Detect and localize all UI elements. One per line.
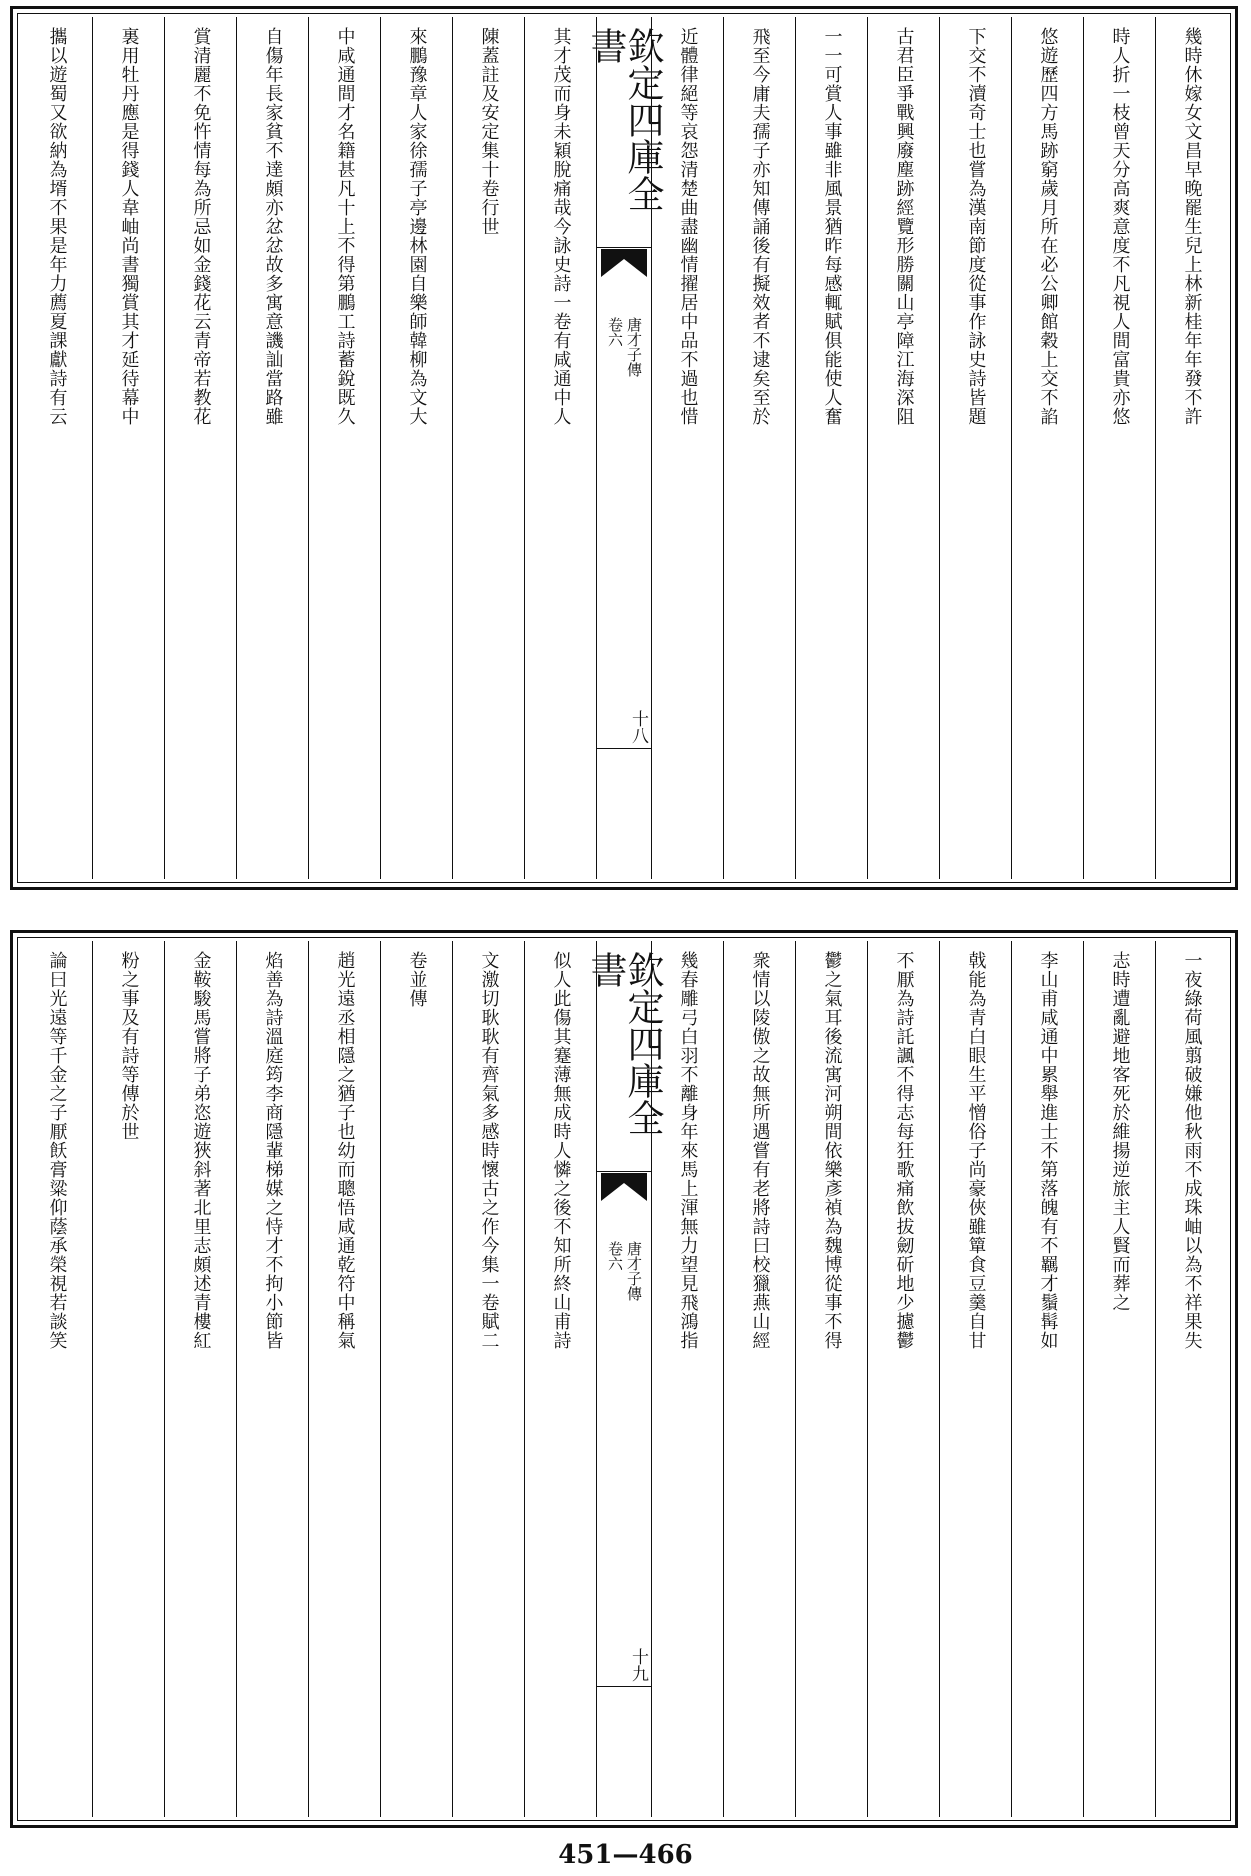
column-text: 幾時休嫁女文昌早晚罷生兒上林新桂年年發不許 (1181, 27, 1203, 426)
text-column (867, 17, 939, 879)
column-text: 幾春雕弓白羽不離身年來馬上渾無力望見飛鴻指 (677, 951, 699, 1350)
page-number: 十九 (597, 1648, 651, 1687)
text-column (524, 941, 596, 1817)
column-text: 趙光遠丞相隱之猶子也幼而聰悟咸通乾符中稱氣 (334, 951, 356, 1350)
column-text: 近體律絕等哀怨清楚曲盡幽情擢居中品不過也惜 (677, 27, 699, 426)
scan-page-reference: 451—466 (558, 1840, 693, 1870)
text-column (236, 941, 308, 1817)
text-column (21, 941, 92, 1817)
text-column (164, 941, 236, 1817)
column-text: 悠遊歷四方馬跡窮歲月所在必公卿館穀上交不諂 (1037, 27, 1059, 426)
column-text: 時人折一枝曾天分高爽意度不凡視人間富貴亦悠 (1109, 27, 1131, 426)
column-text: 其才茂而身未穎脫痛哉今詠史詩一卷有咸通中人 (550, 27, 572, 426)
column-text: 戟能為青白眼生平憎俗子尚豪俠雖簞食豆羹自甘 (965, 951, 987, 1350)
text-column (795, 17, 867, 879)
text-column (524, 17, 596, 879)
margin-book-title (601, 317, 647, 377)
fishtail-mark-icon (601, 1173, 647, 1201)
center-margin (584, 941, 664, 1817)
text-column (723, 941, 795, 1817)
column-text: 一夜綠荷風翦破嫌他秋雨不成珠岫以為不祥果失 (1181, 951, 1203, 1350)
text-column (308, 17, 380, 879)
text-column (308, 941, 380, 1817)
text-column (164, 17, 236, 879)
text-column (939, 941, 1011, 1817)
column-text: 裏用牡丹應是得錢人韋岫尚書獨賞其才延待幕中 (118, 27, 140, 426)
text-column (723, 17, 795, 879)
column-text: 鬱之氣耳後流寓河朔間依樂彥禎為魏博從事不得 (821, 951, 843, 1350)
column-text: 一一可賞人事雖非風景猶昨每感輒賦俱能使人奮 (821, 27, 843, 426)
text-column (92, 17, 164, 879)
center-margin (584, 17, 664, 879)
text-column (380, 941, 452, 1817)
text-column (21, 17, 92, 879)
text-column (92, 941, 164, 1817)
column-text: 志時遭亂避地客死於維揚逆旅主人賢而葬之 (1109, 951, 1131, 1312)
text-column (1011, 17, 1083, 879)
column-text: 攜以遊蜀又欲納為壻不果是年力薦夏課獻詩有云 (46, 27, 68, 426)
top-page (10, 6, 1238, 890)
column-text: 賞清麗不免忤情每為所忌如金錢花云青帝若教花 (190, 27, 212, 426)
bottom-page-columns (21, 941, 1227, 1817)
text-column (795, 941, 867, 1817)
column-text: 焰善為詩溫庭筠李商隱輩梯媒之恃才不拘小節皆 (262, 951, 284, 1350)
column-text: 似人此傷其蹇薄無成時人憐之後不知所終山甫詩 (550, 951, 572, 1350)
column-text: 古君臣爭戰興廢塵跡經覽形勝關山亭障江海深阻 (893, 27, 915, 426)
text-column (1155, 941, 1227, 1817)
column-text: 自傷年長家貧不達頗亦忿忿故多寓意譏訕當路雖 (262, 27, 284, 426)
text-column (1155, 17, 1227, 879)
book-title: 唐才子傳 (625, 1241, 643, 1301)
text-column (452, 941, 524, 1817)
text-column (236, 17, 308, 879)
text-column (1011, 941, 1083, 1817)
column-text: 文激切耿耿有齊氣多感時懷古之作今集一卷賦二 (478, 951, 500, 1350)
volume-label: 卷六 (606, 1241, 624, 1271)
margin-title: 欽定四庫全書 (597, 17, 651, 248)
column-text: 論曰光遠等千金之子厭飫膏粱仰蔭承榮視若談笑 (46, 951, 68, 1350)
fishtail-mark-icon (601, 249, 647, 277)
text-column (867, 941, 939, 1817)
column-text: 金鞍駿馬嘗將子弟恣遊狹斜著北里志頗述青樓紅 (190, 951, 212, 1350)
top-page-columns (21, 17, 1227, 879)
column-text: 中咸通間才名籍甚凡十上不得第鵬工詩蓄銳既久 (334, 27, 356, 426)
column-text: 飛至今庸夫孺子亦知傳誦後有擬效者不逮矣至於 (749, 27, 771, 426)
text-column (380, 17, 452, 879)
column-text: 不厭為詩託諷不得志每狂歌痛飲拔劒斫地少攄鬱 (893, 951, 915, 1350)
book-title: 唐才子傳 (625, 317, 643, 377)
column-text: 下交不瀆奇士也嘗為漢南節度從事作詠史詩皆題 (965, 27, 987, 426)
column-text: 卷並傳 (406, 951, 428, 1008)
text-column (452, 17, 524, 879)
text-column (939, 17, 1011, 879)
column-text: 李山甫咸通中累舉進士不第落魄有不羈才鬚髯如 (1037, 951, 1059, 1350)
page-number: 十八 (597, 710, 651, 749)
bottom-page (10, 930, 1238, 1828)
column-text: 衆情以陵傲之故無所遇嘗有老將詩曰校獵燕山經 (749, 951, 771, 1350)
volume-label: 卷六 (606, 317, 624, 347)
margin-book-title (601, 1241, 647, 1301)
text-column (1083, 17, 1155, 879)
column-text: 來鵬豫章人家徐孺子亭邊林園自樂師韓柳為文大 (406, 27, 428, 426)
column-text: 粉之事及有詩等傳於世 (118, 951, 140, 1141)
column-text: 陳蓋註及安定集十卷行世 (478, 27, 500, 236)
margin-title: 欽定四庫全書 (597, 941, 651, 1172)
text-column (1083, 941, 1155, 1817)
